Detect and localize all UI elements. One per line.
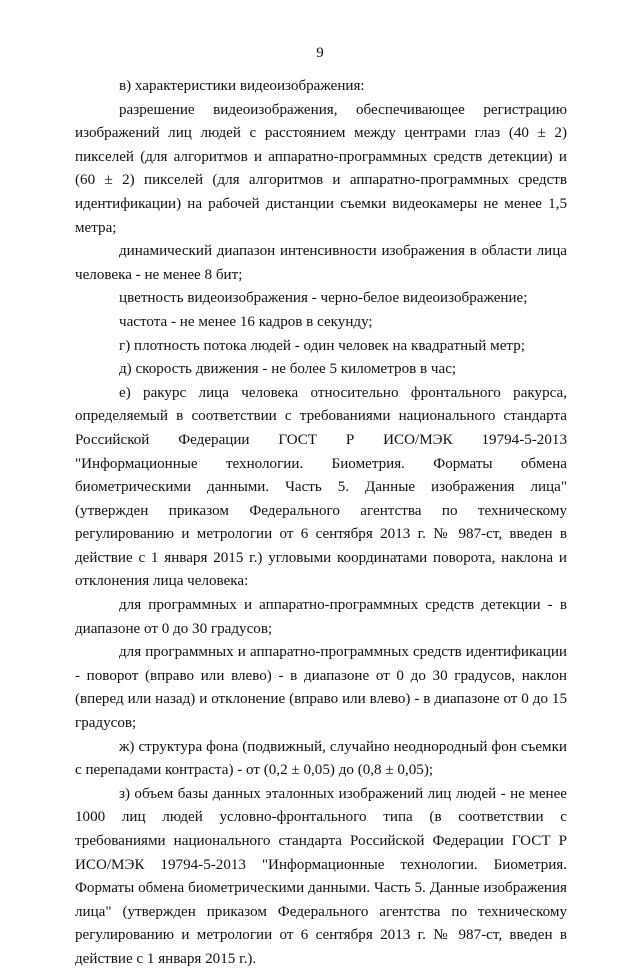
paragraph-identification-range: для программных и аппаратно-программных средств идентификации - поворот (вправо или влево) - в диапазоне от 0 до 30 градусов, наклон (вперед или назад) и отклонение (вправо или влево) - в диапазоне от 0 до 15 градусов; xyxy=(75,644,567,732)
paragraph-frame-rate: частота - не менее 16 кадров в секунду; xyxy=(119,313,373,330)
paragraph-face-angle: е) ракурс лица человека относительно фронтального ракурса, определяемый в соответствии с требованиями национального стандарта Российской Федерации ГОСТ Р ИСО/МЭК 19794-5-2013 "Информационные технологии. Биометрия. Форматы обмена биометрическими данными. Часть 5. Данные изображения лица" (утвержден приказом Федерального агентства по техническому регулированию и метрологии от 6 сентября 2013 г. № 987-ст, введен в действие с 1 января 2015 г.) угловыми координатами поворота, наклона и отклонения лица человека: xyxy=(75,384,567,590)
paragraph-video-characteristics: в) характеристики видеоизображения: xyxy=(119,78,365,94)
paragraph-reference-database: з) объем базы данных эталонных изображений лиц людей - не менее 1000 лиц людей условно-фронтального типа (в соответствии с требованиями национального стандарта Российской Федерации ГОСТ Р ИСО/МЭК 19794-5-2013 "Информационные технологии. Биометрия. Форматы обмена биометрическими данными. Часть 5. Данные изображения лица" (утвержден приказом Федерального агентства по техническому регулированию и метрологии от 6 сентября 2013 г. № 987-ст, введен в действие с 1 января 2015 г.). xyxy=(75,785,567,967)
page-number: 9 xyxy=(316,45,324,61)
paragraph-detection-range: для программных и аппаратно-программных средств детекции - в диапазоне от 0 до 30 градусов; xyxy=(75,597,567,637)
document-body xyxy=(75,75,567,972)
paragraph-resolution: разрешение видеоизображения, обеспечивающее регистрацию изображений лиц людей с расстоянием между центрами глаз (40 ± 2) пикселей (для алгоритмов и аппаратно-программных средств детекции) и (60 ± 2) пикселей (для алгоритмов и аппаратно-программных средств идентификации) на рабочей дистанции съемки видеокамеры не менее 1,5 метра; xyxy=(75,101,567,236)
paragraph-movement-speed: д) скорость движения - не более 5 километров в час; xyxy=(119,361,457,378)
paragraph-background-structure: ж) структура фона (подвижный, случайно неоднородный фон съемки с перепадами контраста) - от (0,2 ± 0,05) до (0,8 ± 0,05); xyxy=(75,738,567,779)
paragraph-dynamic-range: динамический диапазон интенсивности изображения в области лица человека - не менее 8 бит; xyxy=(75,243,567,283)
paragraph-color: цветность видеоизображения - черно-белое видеоизображение; xyxy=(119,290,528,307)
paragraph-crowd-density: г) плотность потока людей - один человек на квадратный метр; xyxy=(119,337,525,354)
